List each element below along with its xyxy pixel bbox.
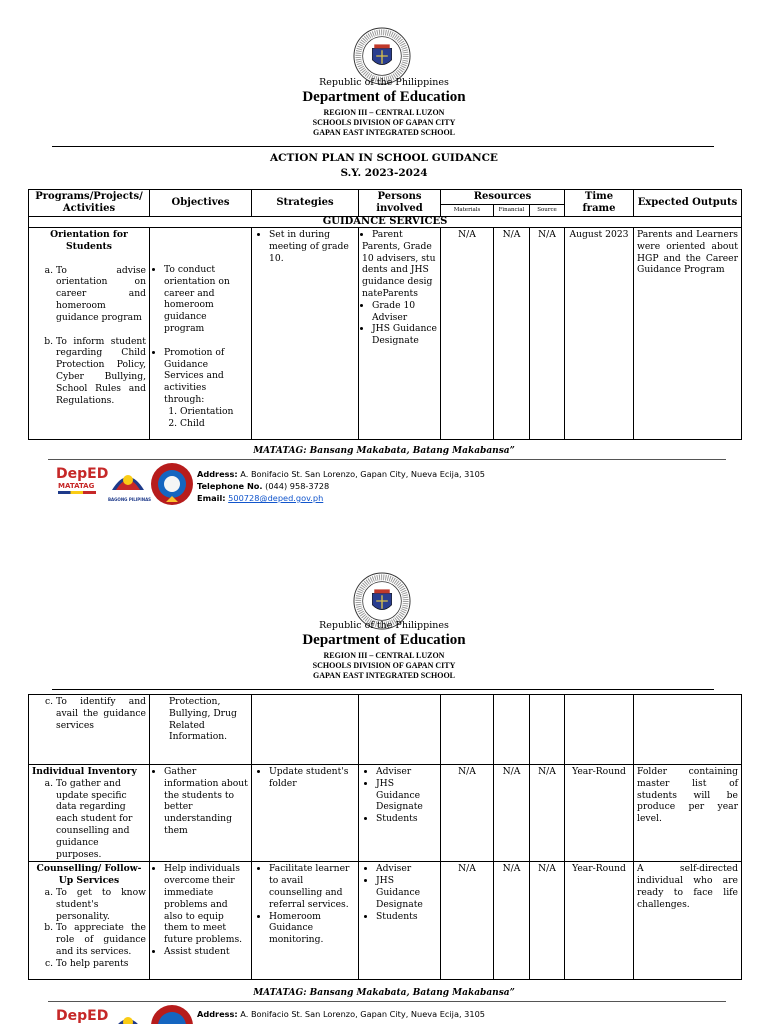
output-cell: Folder containing master list of students will be produce per year level. [634, 765, 742, 862]
bagong-pilipinas-icon [108, 1004, 148, 1024]
action-plan-table [28, 189, 742, 440]
persons-cell [359, 765, 441, 862]
program-item-c: c. To help parents [56, 958, 146, 970]
table-row [29, 765, 742, 862]
person-item: • Students [376, 813, 437, 825]
address-label: Address: [197, 469, 238, 479]
strategy-item: • Set in during meeting of grade 10. [269, 229, 355, 264]
person-item: • Adviser [376, 766, 437, 778]
footer [56, 1004, 716, 1024]
col-materials: Materials [441, 205, 494, 217]
program-title: Orientation for Students [50, 229, 128, 252]
objectives-cell [150, 862, 252, 980]
person-item: • Adviser [376, 863, 437, 875]
action-plan-table-continued [28, 694, 742, 980]
time-cell: August 2023 [565, 228, 634, 440]
materials-cell [441, 695, 494, 765]
school-year: S.Y. 2023-2024 [340, 167, 428, 179]
plan-title: ACTION PLAN IN SCHOOL GUIDANCE [270, 152, 498, 164]
footer [56, 462, 716, 514]
republic-text: Republic of the Philippines [319, 620, 449, 631]
bagong-pilipinas-icon [108, 462, 148, 496]
objective-subitem: 2. Child [180, 418, 248, 430]
objective-item: • Gather information about the students to better understanding them [164, 766, 248, 837]
program-item-a: a. To get to know student's personality. [56, 887, 146, 922]
program-item-b: b. To appreciate the role of guidance and its services. [56, 922, 146, 957]
table-row [29, 862, 742, 980]
persons-cell [359, 862, 441, 980]
table-row [29, 228, 742, 440]
strategies-cell [252, 765, 359, 862]
email-link[interactable]: 500728@deped.gov.ph [228, 493, 324, 503]
col-source: Source [530, 205, 565, 217]
email-label: Email: [197, 493, 226, 503]
time-cell: Year-Round [565, 862, 634, 980]
header-divider [52, 146, 714, 147]
persons-cell [359, 695, 441, 765]
section-guidance-services: GUIDANCE SERVICES [29, 217, 742, 228]
program-item-c: c. To identify and avail the guidance services [56, 696, 146, 731]
col-strategies: Strategies [252, 190, 359, 217]
program-item-a: a. To gather and update specific data regarding each student for counselling and guidance purposes. [56, 778, 146, 861]
col-programs: Programs/Projects/ Activities [29, 190, 150, 217]
program-title: Counselling/ Follow-Up Services [36, 863, 142, 887]
col-resources: Resources [441, 190, 565, 205]
republic-text: Republic of the Philippines [319, 77, 449, 88]
header-divider [52, 689, 714, 690]
output-cell [634, 695, 742, 765]
footer-divider [48, 1001, 726, 1002]
source-cell [530, 695, 565, 765]
program-item-a: a. To advise orientation on career and homeroom guidance program [56, 265, 146, 324]
col-time: Time frame [565, 190, 634, 217]
col-financial: Financial [494, 205, 530, 217]
time-cell: Year-Round [565, 765, 634, 862]
deped-matatag-logo [56, 1008, 109, 1024]
strategies-cell [252, 862, 359, 980]
footer-contact [197, 1008, 485, 1020]
phone-label: Telephone No. [197, 481, 263, 491]
persons-cell [359, 228, 441, 440]
source-cell: N/A [530, 765, 565, 862]
financial-cell [494, 695, 530, 765]
motto-text: MATATAG: Bansang Makabata, Batang Makabansa” [253, 446, 515, 456]
phone-text: (044) 958-3728 [265, 481, 330, 491]
bagong-pilipinas-text: BAGONG PILIPINAS [108, 497, 152, 502]
time-cell [565, 695, 634, 765]
objective-item: • To conduct orientation on career and homeroom guidance program [164, 264, 248, 335]
source-cell: N/A [530, 228, 565, 440]
strategies-cell [252, 228, 359, 440]
motto-text: MATATAG: Bansang Makabata, Batang Makabansa” [253, 988, 515, 998]
strategy-item: • Facilitate learner to avail counselling and referral services. [269, 863, 355, 910]
program-cell [29, 765, 150, 862]
department-title: Department of Education [302, 89, 466, 105]
strategy-item: • Homeroom Guidance monitoring. [269, 911, 355, 946]
person-item: • Grade 10 Adviser [372, 300, 437, 324]
deped-logo-text: DepED [56, 1008, 109, 1024]
program-cell [29, 695, 150, 765]
address-label: Address: [197, 1009, 238, 1019]
materials-cell: N/A [441, 765, 494, 862]
person-item: Parent [372, 229, 403, 240]
table-row [29, 695, 742, 765]
page-2 [0, 566, 768, 1024]
person-item: • Students [376, 911, 437, 923]
col-outputs: Expected Outputs [634, 190, 742, 217]
person-item-cont: Parents, Grade 10 advisers, students and JHS guidance designateParents [362, 240, 436, 299]
objectives-cell [150, 765, 252, 862]
program-cell [29, 228, 150, 440]
person-item: • JHS Guidance Designate [376, 778, 437, 813]
financial-cell: N/A [494, 228, 530, 440]
objective-subitem: 1. Orientation [180, 406, 248, 418]
bagong-pilipinas-logo [108, 462, 151, 502]
deped-logo-text: DepED [56, 466, 109, 482]
person-item: • JHS Guidance Designate [372, 323, 437, 347]
page-1 [0, 0, 768, 503]
objective-item: • Assist student [164, 946, 248, 958]
footer-contact [197, 468, 485, 504]
col-objectives: Objectives [150, 190, 252, 217]
materials-cell: N/A [441, 862, 494, 980]
objectives-cell [150, 228, 252, 440]
region-text: REGION III – CENTRAL LUZON [323, 108, 445, 117]
matatag-logo-text: MATATAG [58, 482, 95, 490]
address-text: A. Bonifacio St. San Lorenzo, Gapan City, Nueva Ecija, 3105 [240, 1009, 486, 1019]
output-cell: Parents and Learners were oriented about HGP and the Career Guidance Program [634, 228, 742, 440]
materials-cell: N/A [441, 228, 494, 440]
deped-matatag-logo [56, 466, 109, 504]
program-cell [29, 862, 150, 980]
school-seal-icon [150, 1004, 194, 1024]
objective-item: • Help individuals overcome their immediate problems and also to equip them to meet future problems. [164, 863, 248, 946]
financial-cell: N/A [494, 862, 530, 980]
strategy-item: • Update student's folder [269, 766, 355, 790]
person-item: • JHS Guidance Designate [376, 875, 437, 910]
school-name: GAPAN EAST INTEGRATED SCHOOL [312, 671, 456, 680]
program-title: Individual Inventory [32, 766, 137, 777]
financial-cell: N/A [494, 765, 530, 862]
source-cell: N/A [530, 862, 565, 980]
school-seal-icon [150, 462, 194, 506]
region-text: REGION III – CENTRAL LUZON [323, 651, 445, 660]
division-text: SCHOOLS DIVISION OF GAPAN CITY [312, 661, 456, 670]
footer-divider [48, 459, 726, 460]
school-name: GAPAN EAST INTEGRATED SCHOOL [312, 128, 456, 137]
bagong-pilipinas-logo [108, 1004, 148, 1024]
col-persons: Persons involved [359, 190, 441, 217]
output-cell: A self-directed individual who are ready to face life challenges. [634, 862, 742, 980]
department-title: Department of Education [302, 632, 466, 648]
program-item-b: b. To inform student regarding Child Protection Policy, Cyber Bullying, School Rules and Regulations. [56, 336, 146, 407]
address-text: A. Bonifacio St. San Lorenzo, Gapan City, Nueva Ecija, 3105 [240, 469, 486, 479]
strategies-cell [252, 695, 359, 765]
objectives-cell: Protection, Bullying, Drug Related Information. [150, 695, 252, 765]
division-text: SCHOOLS DIVISION OF GAPAN CITY [312, 118, 456, 127]
objective-item: Promotion of Guidance Services and activities through: [164, 346, 225, 405]
